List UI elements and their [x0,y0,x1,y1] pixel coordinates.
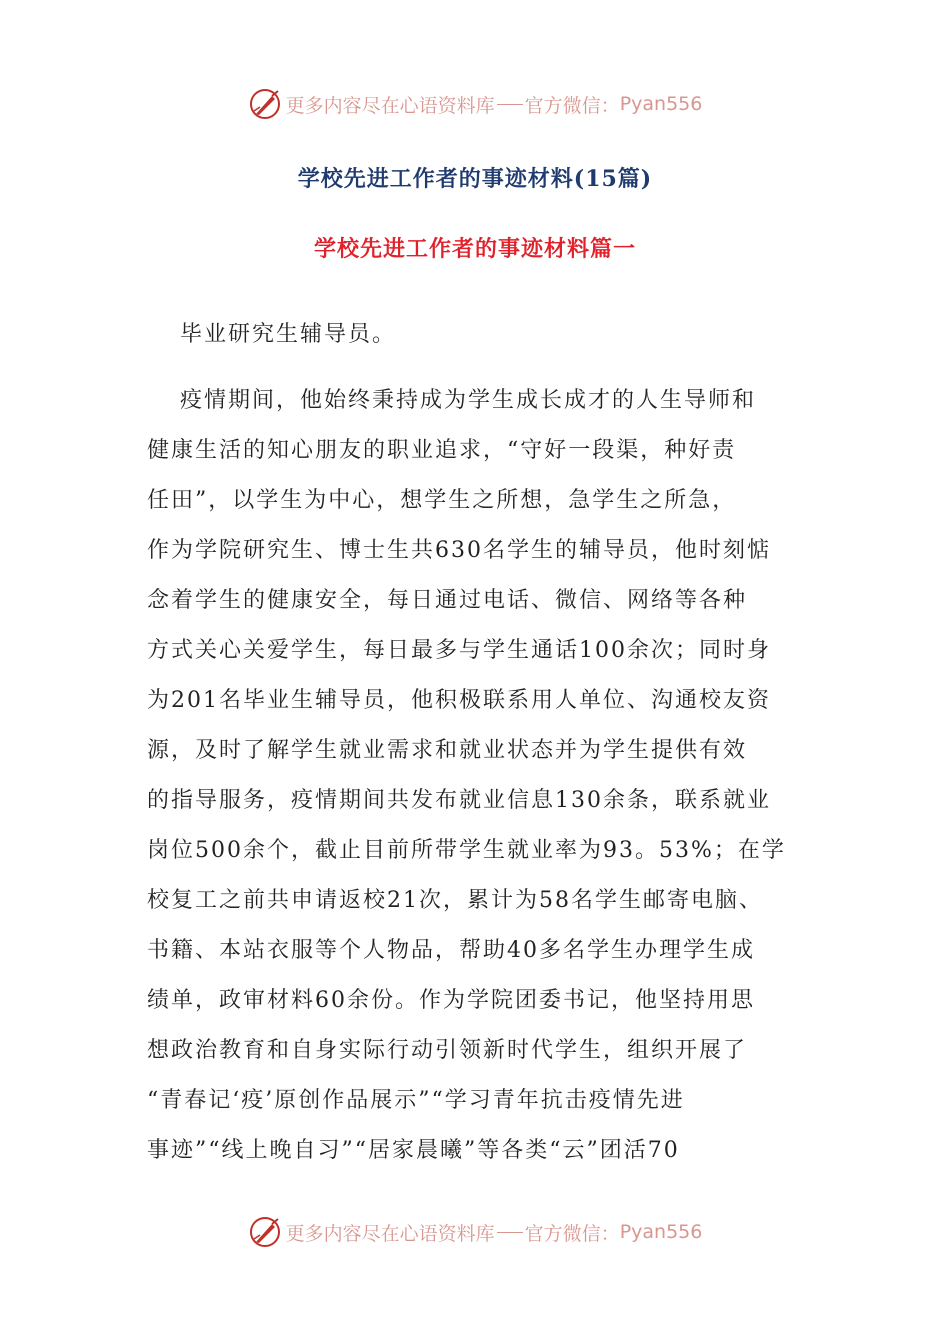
banner-label: 官方微信： [524,94,620,117]
quill-logo-icon [248,87,282,121]
body-line: 书籍、本站衣服等个人物品，帮助40多名学生办理学生成 [147,938,755,963]
body-line: 想政治教育和自身实际行动引领新时代学生，组织开展了 [147,1038,748,1063]
body-line: 方式关心关爱学生，每日最多与学生通话100余次；同时身 [147,638,771,663]
body-line: 疫情期间，他始终秉持成为学生成长成才的人生导师和 [180,388,757,413]
body-line: 绩单，政审材料60余份。作为学院团委书记，他坚持用思 [147,988,755,1013]
body-line: 念着学生的健康安全，每日通过电话、微信、网络等各种 [147,588,748,613]
body-line: 作为学院研究生、博士生共630名学生的辅导员，他时刻惦 [147,538,771,563]
banner-label: 官方微信： [524,1222,620,1245]
body-line: 事迹”“线上晚自习”“居家晨曦”等各类“云”团活70 [147,1138,680,1163]
banner-wechat-id: Pyan556 [619,93,703,115]
body-line: 健康生活的知心朋友的职业追求，“守好一段渠，种好责 [147,438,737,463]
banner-wechat-id: Pyan556 [619,1221,703,1243]
banner-divider [497,104,523,105]
header-banner [0,84,950,124]
body-text [147,385,817,1185]
document-title: 学校先进工作者的事迹材料(15篇) [297,166,653,192]
body-line: 校复工之前共申请返校21次，累计为58名学生邮寄电脑、 [147,888,763,913]
document-subtitle: 学校先进工作者的事迹材料篇一 [313,236,636,262]
banner-text: 更多内容尽在心语资料库 [285,1222,495,1245]
body-line: 岗位500余个，截止目前所带学生就业率为93。53%；在学 [147,838,786,863]
banner-text: 更多内容尽在心语资料库 [285,94,495,117]
body-line: 任田”，以学生为中心，想学生之所想，急学生之所急， [147,488,737,513]
quill-logo-icon [248,1215,282,1249]
paragraph-intro: 毕业研究生辅导员。 [180,322,397,347]
body-line: 源，及时了解学生就业需求和就业状态并为学生提供有效 [147,738,748,763]
body-line: “青春记‘疫’原创作品展示”“学习青年抗击疫情先进 [147,1088,685,1113]
banner-divider [497,1232,523,1233]
footer-banner [0,1212,950,1252]
body-line: 的指导服务，疫情期间共发布就业信息130余条，联系就业 [147,788,771,813]
body-line: 为201名毕业生辅导员，他积极联系用人单位、沟通校友资 [147,688,771,713]
